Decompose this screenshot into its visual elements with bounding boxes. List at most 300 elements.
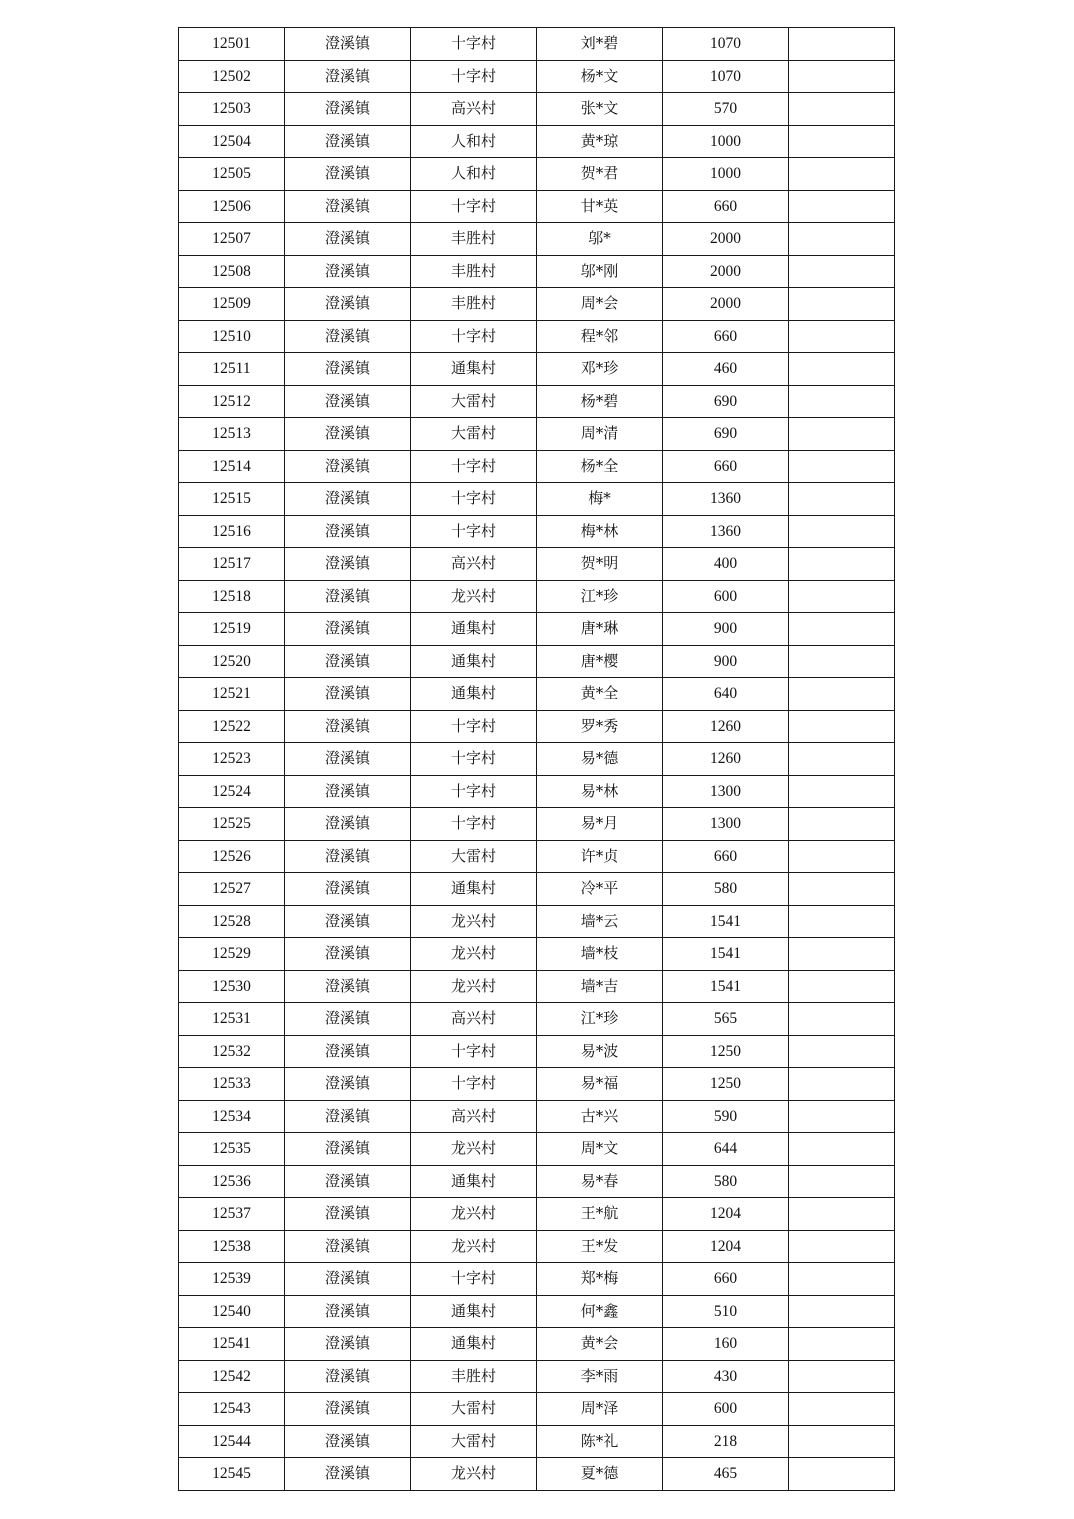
cell-amount: 1260 [663,743,789,776]
cell-town: 澄溪镇 [285,1068,411,1101]
cell-name: 邬*刚 [537,255,663,288]
table-row [179,678,895,711]
cell-serial-number: 12525 [179,808,285,841]
cell-amount: 1000 [663,125,789,158]
cell-town: 澄溪镇 [285,938,411,971]
table-row [179,223,895,256]
cell-village: 高兴村 [411,1100,537,1133]
table-row [179,710,895,743]
cell-amount: 660 [663,190,789,223]
cell-serial-number: 12513 [179,418,285,451]
cell-name: 杨*碧 [537,385,663,418]
cell-town: 澄溪镇 [285,1263,411,1296]
cell-village: 大雷村 [411,418,537,451]
cell-town: 澄溪镇 [285,1360,411,1393]
cell-town: 澄溪镇 [285,905,411,938]
cell-serial-number: 12511 [179,353,285,386]
table-row [179,60,895,93]
table-row [179,1295,895,1328]
table-row [179,1068,895,1101]
cell-amount: 1250 [663,1068,789,1101]
cell-remark [789,743,895,776]
cell-town: 澄溪镇 [285,28,411,61]
cell-remark [789,970,895,1003]
cell-name: 江*珍 [537,1003,663,1036]
cell-name: 周*会 [537,288,663,321]
cell-amount: 660 [663,840,789,873]
cell-town: 澄溪镇 [285,613,411,646]
cell-town: 澄溪镇 [285,840,411,873]
cell-amount: 580 [663,873,789,906]
cell-village: 龙兴村 [411,1230,537,1263]
cell-village: 大雷村 [411,385,537,418]
cell-village: 十字村 [411,1068,537,1101]
cell-amount: 1360 [663,515,789,548]
cell-remark [789,1100,895,1133]
table-row [179,450,895,483]
cell-village: 十字村 [411,1035,537,1068]
cell-serial-number: 12514 [179,450,285,483]
cell-village: 大雷村 [411,1425,537,1458]
cell-amount: 1250 [663,1035,789,1068]
cell-remark [789,580,895,613]
cell-town: 澄溪镇 [285,970,411,1003]
cell-village: 十字村 [411,808,537,841]
cell-village: 龙兴村 [411,1198,537,1231]
table-row [179,1458,895,1491]
table-row [179,1230,895,1263]
cell-name: 易*月 [537,808,663,841]
cell-name: 周*泽 [537,1393,663,1426]
cell-town: 澄溪镇 [285,873,411,906]
table-row [179,548,895,581]
table-row [179,255,895,288]
cell-name: 夏*德 [537,1458,663,1491]
cell-serial-number: 12542 [179,1360,285,1393]
cell-amount: 660 [663,320,789,353]
cell-serial-number: 12520 [179,645,285,678]
cell-name: 张*文 [537,93,663,126]
cell-remark [789,515,895,548]
cell-serial-number: 12538 [179,1230,285,1263]
cell-town: 澄溪镇 [285,645,411,678]
table-row [179,1393,895,1426]
table-row [179,1360,895,1393]
cell-name: 梅* [537,483,663,516]
cell-name: 邓*珍 [537,353,663,386]
cell-name: 易*春 [537,1165,663,1198]
cell-serial-number: 12535 [179,1133,285,1166]
table-body [179,28,895,1491]
cell-amount: 1260 [663,710,789,743]
cell-serial-number: 12504 [179,125,285,158]
cell-town: 澄溪镇 [285,775,411,808]
cell-village: 丰胜村 [411,288,537,321]
cell-remark [789,1003,895,1036]
cell-remark [789,613,895,646]
cell-town: 澄溪镇 [285,515,411,548]
table-row [179,840,895,873]
cell-village: 十字村 [411,710,537,743]
cell-village: 龙兴村 [411,580,537,613]
cell-name: 墙*枝 [537,938,663,971]
cell-name: 李*雨 [537,1360,663,1393]
cell-remark [789,1133,895,1166]
cell-name: 郑*梅 [537,1263,663,1296]
cell-name: 易*福 [537,1068,663,1101]
cell-serial-number: 12505 [179,158,285,191]
cell-amount: 900 [663,645,789,678]
table-row [179,970,895,1003]
table-row [179,645,895,678]
cell-amount: 465 [663,1458,789,1491]
cell-name: 王*航 [537,1198,663,1231]
cell-town: 澄溪镇 [285,60,411,93]
cell-remark [789,223,895,256]
cell-town: 澄溪镇 [285,1230,411,1263]
cell-amount: 1070 [663,28,789,61]
cell-amount: 430 [663,1360,789,1393]
table-row [179,158,895,191]
cell-amount: 690 [663,385,789,418]
cell-village: 龙兴村 [411,970,537,1003]
cell-town: 澄溪镇 [285,190,411,223]
cell-remark [789,385,895,418]
table-row [179,1035,895,1068]
cell-remark [789,1360,895,1393]
cell-village: 丰胜村 [411,223,537,256]
cell-village: 十字村 [411,60,537,93]
cell-village: 大雷村 [411,1393,537,1426]
table-row [179,1425,895,1458]
cell-village: 十字村 [411,320,537,353]
cell-name: 墙*吉 [537,970,663,1003]
cell-village: 通集村 [411,1295,537,1328]
table-row [179,28,895,61]
cell-serial-number: 12531 [179,1003,285,1036]
table-row [179,938,895,971]
table-row [179,775,895,808]
cell-serial-number: 12503 [179,93,285,126]
cell-serial-number: 12512 [179,385,285,418]
cell-amount: 1360 [663,483,789,516]
cell-village: 通集村 [411,1328,537,1361]
table-row [179,905,895,938]
cell-remark [789,1198,895,1231]
cell-name: 古*兴 [537,1100,663,1133]
cell-name: 许*贞 [537,840,663,873]
cell-remark [789,1425,895,1458]
table-row [179,353,895,386]
cell-remark [789,255,895,288]
cell-serial-number: 12523 [179,743,285,776]
cell-remark [789,1393,895,1426]
cell-serial-number: 12528 [179,905,285,938]
cell-amount: 640 [663,678,789,711]
cell-town: 澄溪镇 [285,808,411,841]
cell-amount: 580 [663,1165,789,1198]
cell-town: 澄溪镇 [285,1133,411,1166]
cell-serial-number: 12533 [179,1068,285,1101]
cell-serial-number: 12502 [179,60,285,93]
cell-amount: 565 [663,1003,789,1036]
cell-name: 墙*云 [537,905,663,938]
cell-name: 江*珍 [537,580,663,613]
cell-amount: 600 [663,580,789,613]
table-row [179,418,895,451]
cell-serial-number: 12541 [179,1328,285,1361]
cell-serial-number: 12521 [179,678,285,711]
cell-village: 十字村 [411,775,537,808]
table-row [179,1263,895,1296]
cell-name: 易*波 [537,1035,663,1068]
cell-amount: 660 [663,450,789,483]
cell-amount: 218 [663,1425,789,1458]
cell-name: 黄*会 [537,1328,663,1361]
cell-serial-number: 12515 [179,483,285,516]
cell-village: 大雷村 [411,840,537,873]
cell-serial-number: 12524 [179,775,285,808]
cell-remark [789,320,895,353]
cell-name: 杨*文 [537,60,663,93]
cell-town: 澄溪镇 [285,320,411,353]
table-row [179,1003,895,1036]
cell-serial-number: 12534 [179,1100,285,1133]
cell-amount: 400 [663,548,789,581]
cell-amount: 1541 [663,905,789,938]
cell-amount: 1000 [663,158,789,191]
cell-town: 澄溪镇 [285,288,411,321]
cell-village: 十字村 [411,190,537,223]
cell-name: 梅*林 [537,515,663,548]
cell-town: 澄溪镇 [285,450,411,483]
cell-name: 冷*平 [537,873,663,906]
cell-village: 龙兴村 [411,905,537,938]
cell-serial-number: 12510 [179,320,285,353]
cell-town: 澄溪镇 [285,1100,411,1133]
cell-amount: 510 [663,1295,789,1328]
cell-village: 通集村 [411,1165,537,1198]
cell-remark [789,93,895,126]
table-row [179,190,895,223]
cell-amount: 460 [663,353,789,386]
cell-amount: 1541 [663,938,789,971]
cell-amount: 2000 [663,223,789,256]
cell-serial-number: 12507 [179,223,285,256]
cell-remark [789,1263,895,1296]
cell-remark [789,873,895,906]
cell-amount: 644 [663,1133,789,1166]
cell-village: 通集村 [411,353,537,386]
cell-remark [789,60,895,93]
cell-serial-number: 12516 [179,515,285,548]
cell-remark [789,125,895,158]
table-row [179,1198,895,1231]
cell-name: 陈*礼 [537,1425,663,1458]
cell-name: 罗*秀 [537,710,663,743]
cell-village: 人和村 [411,125,537,158]
cell-name: 易*德 [537,743,663,776]
cell-remark [789,1035,895,1068]
cell-serial-number: 12527 [179,873,285,906]
cell-village: 十字村 [411,1263,537,1296]
cell-serial-number: 12518 [179,580,285,613]
cell-serial-number: 12526 [179,840,285,873]
cell-remark [789,710,895,743]
cell-amount: 1070 [663,60,789,93]
cell-village: 十字村 [411,28,537,61]
cell-serial-number: 12544 [179,1425,285,1458]
cell-town: 澄溪镇 [285,385,411,418]
cell-town: 澄溪镇 [285,1003,411,1036]
cell-town: 澄溪镇 [285,1165,411,1198]
cell-town: 澄溪镇 [285,1393,411,1426]
cell-amount: 590 [663,1100,789,1133]
cell-serial-number: 12508 [179,255,285,288]
cell-remark [789,158,895,191]
cell-town: 澄溪镇 [285,1458,411,1491]
cell-village: 通集村 [411,613,537,646]
cell-town: 澄溪镇 [285,483,411,516]
cell-name: 黄*琼 [537,125,663,158]
cell-town: 澄溪镇 [285,580,411,613]
cell-village: 龙兴村 [411,938,537,971]
table-row [179,93,895,126]
cell-name: 易*林 [537,775,663,808]
cell-remark [789,808,895,841]
cell-name: 贺*明 [537,548,663,581]
cell-town: 澄溪镇 [285,710,411,743]
cell-village: 龙兴村 [411,1458,537,1491]
cell-village: 十字村 [411,743,537,776]
cell-amount: 1204 [663,1230,789,1263]
cell-village: 高兴村 [411,93,537,126]
cell-amount: 2000 [663,255,789,288]
table-row [179,1100,895,1133]
cell-town: 澄溪镇 [285,418,411,451]
cell-remark [789,418,895,451]
cell-serial-number: 12543 [179,1393,285,1426]
cell-town: 澄溪镇 [285,1328,411,1361]
cell-amount: 660 [663,1263,789,1296]
table-row [179,125,895,158]
cell-town: 澄溪镇 [285,548,411,581]
table-row [179,613,895,646]
cell-serial-number: 12501 [179,28,285,61]
cell-serial-number: 12522 [179,710,285,743]
cell-village: 十字村 [411,515,537,548]
cell-town: 澄溪镇 [285,93,411,126]
cell-remark [789,840,895,873]
cell-amount: 690 [663,418,789,451]
cell-town: 澄溪镇 [285,1425,411,1458]
cell-amount: 2000 [663,288,789,321]
cell-town: 澄溪镇 [285,223,411,256]
cell-remark [789,190,895,223]
data-table [178,27,895,1491]
cell-amount: 600 [663,1393,789,1426]
cell-remark [789,938,895,971]
cell-name: 贺*君 [537,158,663,191]
cell-remark [789,905,895,938]
cell-remark [789,1068,895,1101]
cell-village: 通集村 [411,873,537,906]
cell-remark [789,28,895,61]
table-row [179,288,895,321]
table-row [179,808,895,841]
cell-town: 澄溪镇 [285,125,411,158]
table-row [179,1328,895,1361]
cell-name: 邬* [537,223,663,256]
cell-name: 刘*碧 [537,28,663,61]
cell-serial-number: 12529 [179,938,285,971]
cell-amount: 1300 [663,775,789,808]
cell-name: 何*鑫 [537,1295,663,1328]
cell-name: 唐*琳 [537,613,663,646]
cell-name: 甘*英 [537,190,663,223]
cell-remark [789,1295,895,1328]
cell-amount: 900 [663,613,789,646]
cell-remark [789,1458,895,1491]
cell-amount: 570 [663,93,789,126]
cell-town: 澄溪镇 [285,1198,411,1231]
cell-village: 通集村 [411,645,537,678]
cell-town: 澄溪镇 [285,743,411,776]
cell-amount: 1300 [663,808,789,841]
cell-serial-number: 12532 [179,1035,285,1068]
cell-serial-number: 12540 [179,1295,285,1328]
cell-remark [789,775,895,808]
cell-remark [789,1328,895,1361]
cell-village: 十字村 [411,450,537,483]
cell-name: 周*文 [537,1133,663,1166]
table-row [179,1133,895,1166]
cell-town: 澄溪镇 [285,158,411,191]
cell-village: 丰胜村 [411,1360,537,1393]
cell-name: 周*清 [537,418,663,451]
cell-remark [789,353,895,386]
cell-village: 丰胜村 [411,255,537,288]
table-row [179,743,895,776]
cell-remark [789,483,895,516]
cell-remark [789,450,895,483]
cell-town: 澄溪镇 [285,255,411,288]
cell-remark [789,1230,895,1263]
cell-remark [789,1165,895,1198]
cell-serial-number: 12539 [179,1263,285,1296]
cell-village: 高兴村 [411,548,537,581]
cell-amount: 160 [663,1328,789,1361]
table-row [179,385,895,418]
cell-serial-number: 12537 [179,1198,285,1231]
cell-remark [789,288,895,321]
cell-village: 高兴村 [411,1003,537,1036]
cell-name: 王*发 [537,1230,663,1263]
cell-remark [789,645,895,678]
cell-town: 澄溪镇 [285,1295,411,1328]
cell-town: 澄溪镇 [285,1035,411,1068]
cell-village: 十字村 [411,483,537,516]
cell-amount: 1541 [663,970,789,1003]
table-row [179,320,895,353]
cell-village: 通集村 [411,678,537,711]
cell-name: 黄*全 [537,678,663,711]
cell-village: 龙兴村 [411,1133,537,1166]
cell-remark [789,678,895,711]
cell-serial-number: 12509 [179,288,285,321]
cell-serial-number: 12536 [179,1165,285,1198]
cell-town: 澄溪镇 [285,678,411,711]
